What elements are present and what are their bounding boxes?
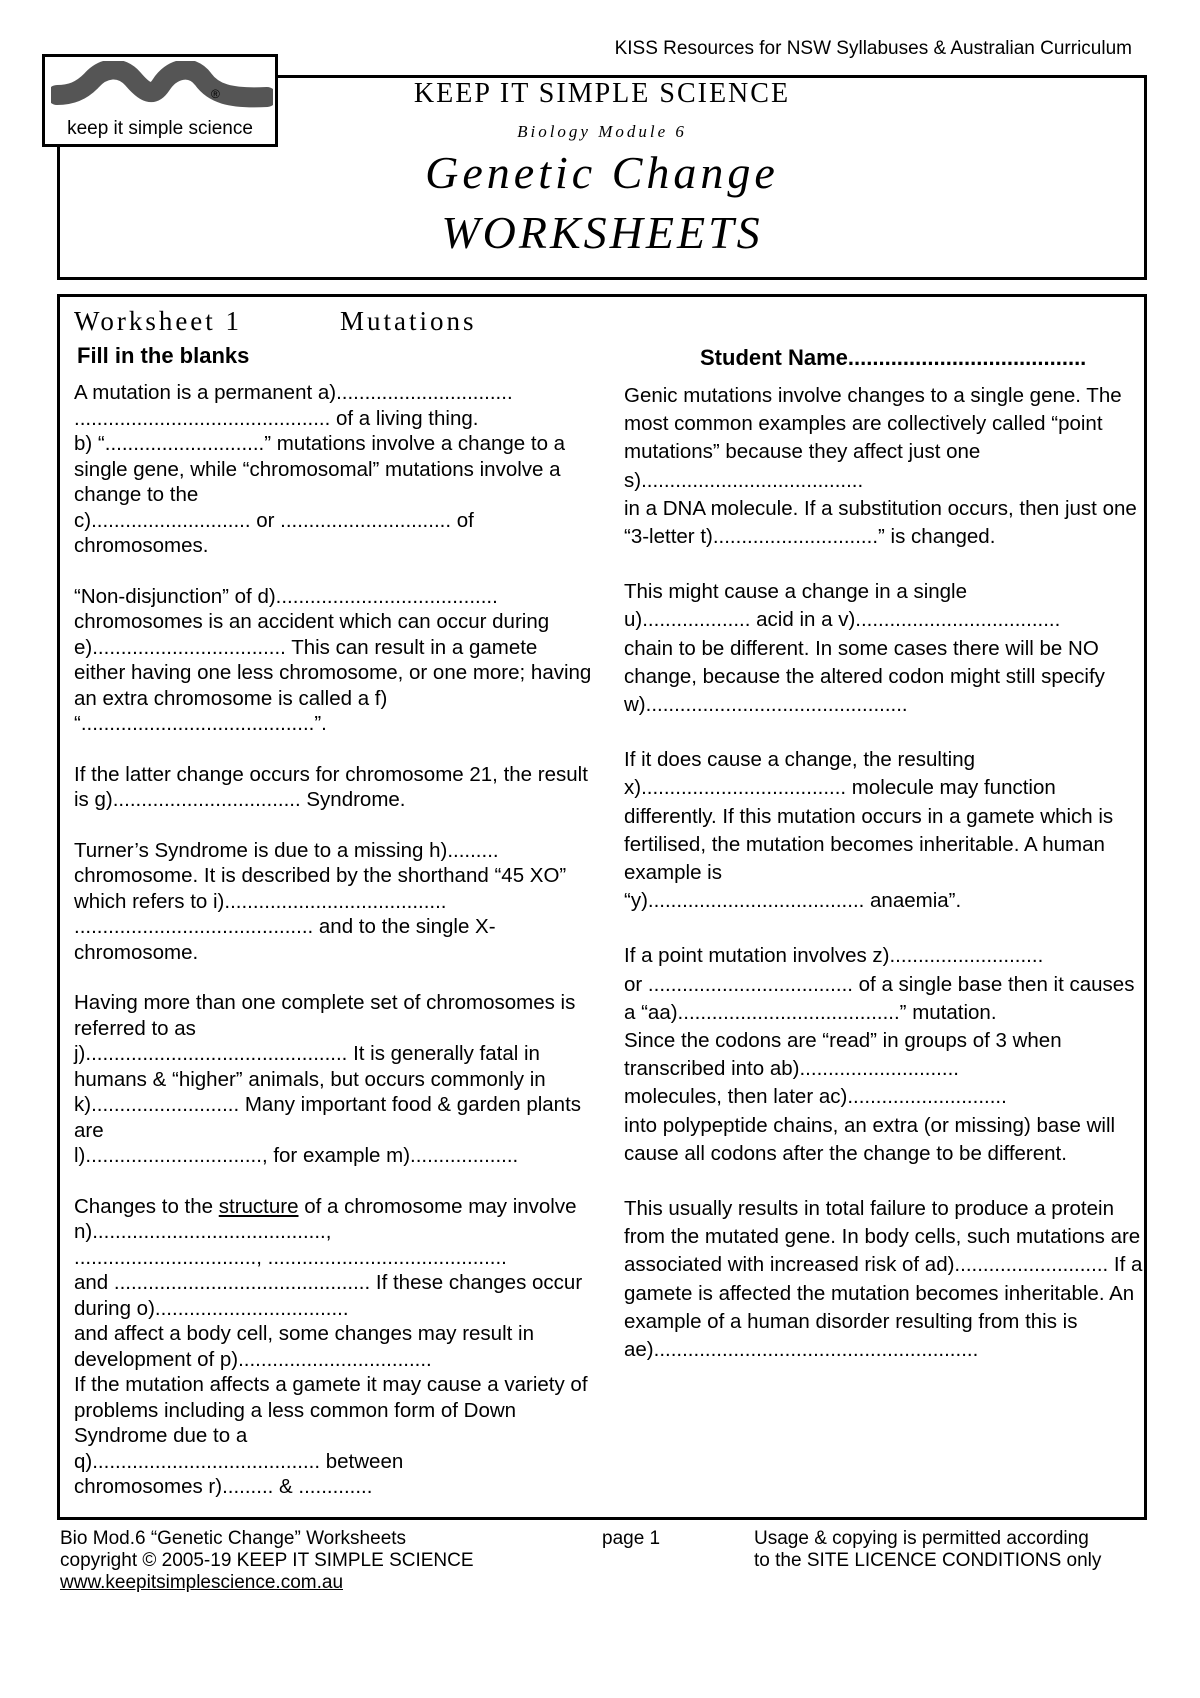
kiss-logo bbox=[42, 54, 278, 147]
right-column bbox=[624, 382, 1144, 1391]
footer-usage bbox=[754, 1528, 1101, 1572]
page-subtitle: WORKSHEETS bbox=[441, 207, 763, 258]
registered-mark: ® bbox=[211, 87, 220, 101]
paragraph-structure-changes bbox=[74, 1194, 594, 1500]
footer-website-link[interactable]: www.keepitsimplescience.com.au bbox=[60, 1572, 344, 1593]
worksheet-number: Worksheet 1 bbox=[74, 306, 243, 336]
footer-usage-line1: Usage & copying is permitted according bbox=[754, 1528, 1089, 1549]
kiss-resources-header: KISS Resources for NSW Syllabuses & Australian Curriculum bbox=[614, 38, 1132, 59]
paragraph-genic-mutations: Genic mutations involve changes to a single gene. The most common examples are collectively called “point mutations” because they affect just one s)....................................... in a DNA molecule. If a substitution occurs, then just one “3-letter t).............................” is changed. bbox=[624, 384, 1137, 549]
paragraph-amino-acid-change: This might cause a change in a single u)................... acid in a v).................................... chain to be different. In some cases there will be NO change, because the altered codon might still specify w).............................................. bbox=[624, 580, 1105, 717]
paragraph-resulting-molecule: If it does cause a change, the resulting x).................................... molecule may function differently. If this mutation occurs in a gamete which is fertilised, the mutation becomes inheritable. A human example is “y)...................................... anaemia”. bbox=[624, 748, 1114, 913]
structure-underlined-word: structure bbox=[218, 1194, 299, 1218]
module-label: Biology Module 6 bbox=[517, 122, 687, 141]
footer-page-number: page 1 bbox=[602, 1528, 661, 1549]
paragraph-turners-syndrome: Turner’s Syndrome is due to a missing h)......... chromosome. It is described by the shorthand “45 XO” which refers to i)....................................... .......................................... and to the single X-chromosome. bbox=[74, 838, 567, 964]
paragraph-mutation-definition: A mutation is a permanent a)............................... ............................................. of a living thing. b) “............................” mutations involve a change to a single gene, while “chromosomal” mutations involve a change to the c)............................ or .............................. of chromosomes. bbox=[74, 381, 566, 557]
instruction-label: Fill in the blanks bbox=[77, 343, 250, 368]
footer-copyright: copyright © 2005-19 KEEP IT SIMPLE SCIENCE bbox=[60, 1550, 474, 1571]
kiss-wave-logo-icon bbox=[51, 61, 273, 116]
worksheet-topic: Mutations bbox=[340, 306, 477, 336]
page-title: Genetic Change bbox=[425, 147, 779, 198]
footer-left bbox=[60, 1528, 474, 1594]
structure-text-after: of a chromosome may involve n)........................................., ................................, .......................................... and ............................................. If these changes occur during o).................................. and affect a body cell, some changes may result in development of p).................................. If the mutation affects a gamete it may cause a variety of problems including a less common form of Down Syndrome due to a q)........................................ between chromosomes r)......... & ............. bbox=[74, 1194, 588, 1498]
org-name: KEEP IT SIMPLE SCIENCE bbox=[413, 78, 791, 109]
paragraph-polyploidy: Having more than one complete set of chromosomes is referred to as j).............................................. It is generally fatal in humans & “higher” animals, but occurs commonly in k).......................... Many important food & garden plants are l)..............................., for example m)................... bbox=[74, 991, 582, 1167]
paragraph-non-disjunction: “Non-disjunction” of d)....................................... chromosomes is an accident which can occur during e).................................. This can result in a gamete either having one less chromosome, or one more; having an extra chromosome is called a f) “.........................................”. bbox=[74, 584, 592, 735]
worksheet-heading bbox=[74, 306, 477, 337]
paragraph-protein-failure: This usually results in total failure to produce a protein from the mutated gene. In body cells, such mutations are associated with increased risk of ad)........................... If a gamete is affected the mutation becomes inheritable. An example of a human disorder resulting from this is ae)......................................................... bbox=[624, 1197, 1143, 1362]
structure-text-before: Changes to the bbox=[74, 1194, 219, 1218]
logo-text: keep it simple science bbox=[67, 118, 253, 139]
paragraph-chromosome-21: If the latter change occurs for chromosome 21, the result is g)................................. Syndrome. bbox=[74, 762, 588, 811]
footer-usage-line2: to the SITE LICENCE CONDITIONS only bbox=[754, 1550, 1102, 1571]
footer-title: Bio Mod.6 “Genetic Change” Worksheets bbox=[60, 1528, 407, 1549]
left-column bbox=[74, 380, 594, 1525]
paragraph-frameshift: If a point mutation involves z)........................... or .................................... of a single base then it causes a “aa).......................................” mutation. Since the codons are “read” in groups of 3 when transcribed into ab)............................ molecules, then later ac)............................ into polypeptide chains, an extra (or missing) base will cause all codons after the change to be different. bbox=[624, 944, 1135, 1165]
student-name-field[interactable]: Student Name....................................... bbox=[700, 345, 1087, 370]
